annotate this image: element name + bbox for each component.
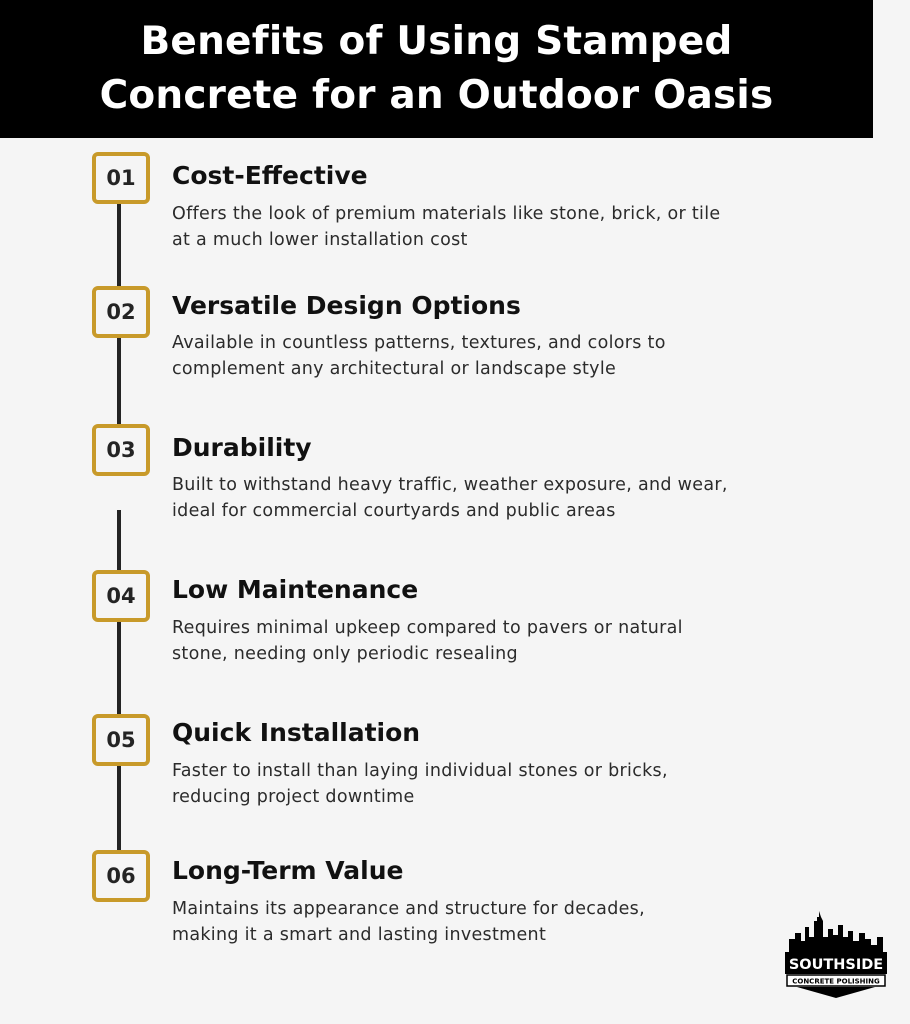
timeline-line: [117, 762, 121, 850]
title-line-1: Benefits of Using Stamped: [140, 19, 733, 64]
skyline-icon: [789, 911, 883, 953]
item-title-versatile-design: Versatile Design Options: [172, 291, 521, 320]
desc-line: Requires minimal upkeep compared to pavers or natural: [172, 618, 683, 638]
desc-line: at a much lower installation cost: [172, 230, 468, 250]
item-description-cost-effective: [172, 201, 852, 253]
desc-line: Faster to install than laying individual stones or bricks,: [172, 761, 668, 781]
item-title-low-maintenance: Low Maintenance: [172, 575, 419, 604]
step-badge-01: 01: [92, 152, 150, 204]
logo-tagline-text: CONCRETE POLISHING: [792, 977, 880, 986]
item-description-quick-installation: [172, 758, 852, 810]
item-description-versatile-design: [172, 330, 852, 382]
desc-line: making it a smart and lasting investment: [172, 925, 547, 945]
title-line-2: Concrete for an Outdoor Oasis: [99, 73, 774, 118]
timeline-line: [117, 334, 121, 424]
item-title-durability: Durability: [172, 433, 312, 462]
desc-line: ideal for commercial courtyards and public areas: [172, 501, 616, 521]
desc-line: stone, needing only periodic resealing: [172, 644, 518, 664]
step-badge-06: 06: [92, 850, 150, 902]
desc-line: Offers the look of premium materials like stone, brick, or tile: [172, 204, 721, 224]
page-title: [100, 15, 774, 123]
desc-line: Available in countless patterns, textures, and colors to: [172, 333, 666, 353]
timeline-line: [117, 200, 121, 286]
southside-logo: [783, 907, 889, 999]
item-title-cost-effective: Cost-Effective: [172, 161, 368, 190]
header-banner: [0, 0, 873, 138]
item-description-long-term-value: [172, 896, 852, 948]
logo-brand-text: SOUTHSIDE: [788, 957, 884, 973]
step-badge-02: 02: [92, 286, 150, 338]
desc-line: reducing project downtime: [172, 787, 415, 807]
desc-line: Built to withstand heavy traffic, weather exposure, and wear,: [172, 475, 728, 495]
item-description-durability: [172, 472, 852, 524]
timeline-line: [117, 510, 121, 570]
timeline-line: [117, 618, 121, 714]
step-badge-03: 03: [92, 424, 150, 476]
item-title-quick-installation: Quick Installation: [172, 718, 421, 747]
item-title-long-term-value: Long-Term Value: [172, 856, 404, 885]
step-badge-04: 04: [92, 570, 150, 622]
desc-line: Maintains its appearance and structure for decades,: [172, 899, 645, 919]
step-badge-05: 05: [92, 714, 150, 766]
desc-line: complement any architectural or landscape style: [172, 359, 617, 379]
item-description-low-maintenance: [172, 615, 852, 667]
